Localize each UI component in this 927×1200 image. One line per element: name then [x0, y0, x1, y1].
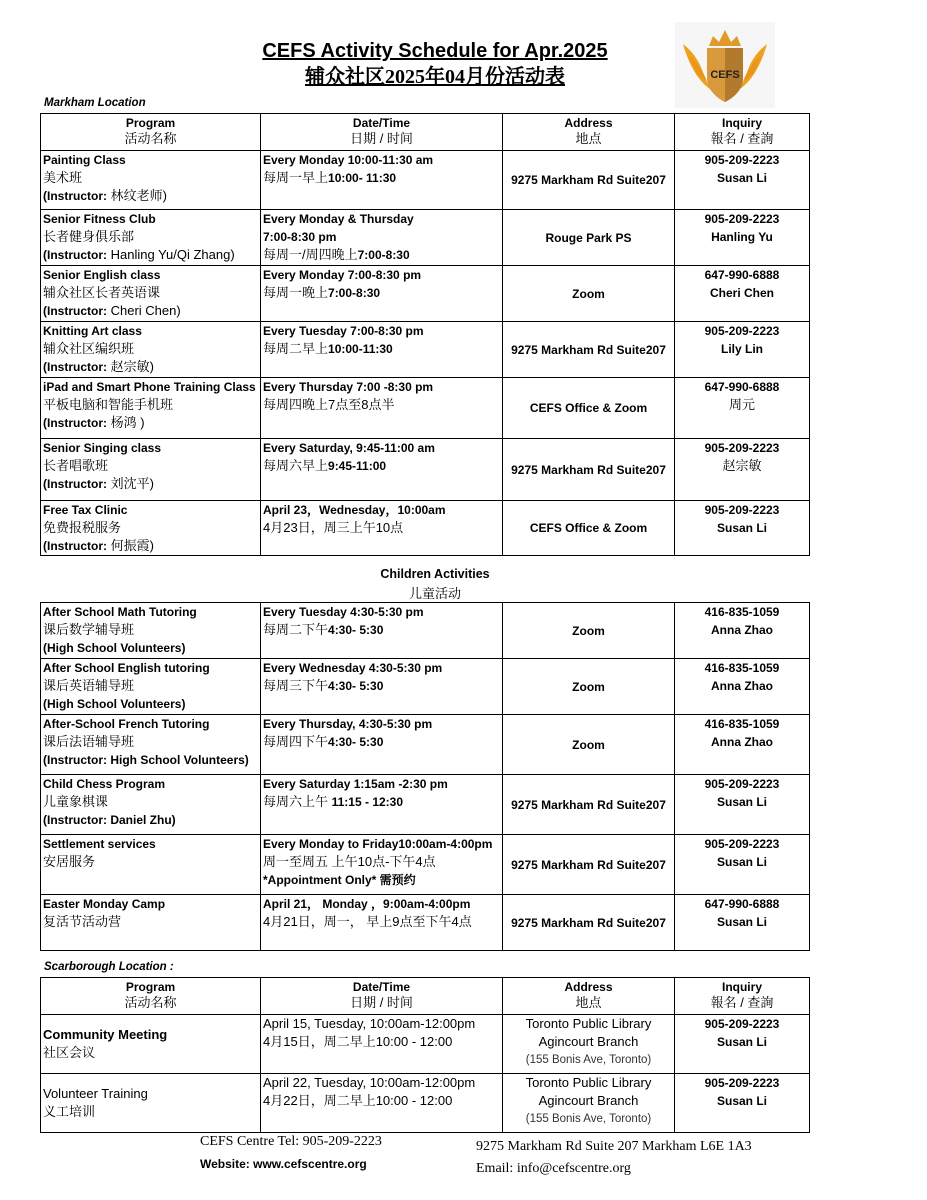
time-zh-hours: 10:00-11:30	[328, 342, 393, 356]
time-zh-text: 每周六早上	[263, 458, 329, 473]
datetime-cell	[261, 266, 503, 322]
time-zh	[263, 396, 500, 414]
footer-left	[200, 1131, 382, 1175]
address-cell: 9275 Markham Rd Suite207	[503, 775, 675, 835]
time-zh-text: 每周二下午	[263, 622, 329, 637]
inquiry-cell	[675, 603, 810, 659]
instructor	[43, 302, 258, 320]
program-name: Volunteer Training	[43, 1086, 148, 1101]
time-en: April 22, Tuesday, 10:00am-12:00pm	[263, 1075, 476, 1090]
program-name: Free Tax Clinic	[43, 503, 128, 517]
program-cell	[41, 210, 261, 266]
address-cell: Zoom	[503, 659, 675, 715]
time-en: April 15, Tuesday, 10:00am-12:00pm	[263, 1016, 476, 1031]
program-cell	[41, 151, 261, 210]
address-cell: Rouge Park PS	[503, 210, 675, 266]
footer-website[interactable]: Website: www.cefscentre.org	[200, 1157, 367, 1171]
program-name-zh: 美术班	[43, 170, 83, 185]
time-zh-text: 4月21日，周一， 早上9点至下午4点	[263, 914, 472, 929]
instructor-name: 杨鸿 )	[107, 415, 145, 430]
datetime-cell	[261, 151, 503, 210]
address-line-2: Agincourt Branch	[538, 1034, 639, 1049]
inquiry-contact: Susan Li	[716, 1035, 767, 1049]
datetime-cell	[261, 659, 503, 715]
table-row	[41, 439, 810, 501]
program-cell	[41, 378, 261, 439]
time-zh-text: 每周三下午	[263, 678, 329, 693]
time-zh	[263, 340, 500, 358]
instructor-label: (Instructor:	[43, 360, 107, 374]
instructor	[43, 414, 258, 432]
datetime-cell	[261, 501, 503, 556]
time-zh-hours: 9:45-11:00	[328, 459, 387, 473]
cefs-logo-icon	[675, 22, 775, 108]
datetime-cell	[261, 439, 503, 501]
instructor-label: (Instructor:	[43, 248, 107, 262]
time-zh: 4月22日，周二早上10:00 - 12:00	[263, 1093, 453, 1108]
program-cell	[41, 266, 261, 322]
instructor-name: 何振霞)	[107, 538, 154, 553]
title-block	[230, 38, 640, 90]
address-cell: 9275 Markham Rd Suite207	[503, 439, 675, 501]
address-line-3: (155 Bonis Ave, Toronto)	[525, 1054, 652, 1066]
address-line-1: Toronto Public Library	[525, 1075, 652, 1090]
table-row	[41, 1074, 810, 1133]
datetime-cell	[261, 1015, 503, 1074]
header-address: Address 地点	[503, 114, 675, 151]
table-row	[41, 1015, 810, 1074]
time-zh-text: 每周四晚上7点至8点半	[263, 397, 395, 412]
time-en: April 21， Monday ，9:00am-4:00pm	[263, 897, 471, 911]
program-cell	[41, 895, 261, 951]
address-line-2: Agincourt Branch	[538, 1093, 639, 1108]
inquiry-phone: 416-835-1059	[704, 605, 780, 619]
program-name: Child Chess Program	[43, 777, 166, 791]
scarborough-location-label: Scarborough Location :	[44, 961, 174, 973]
time-en: Every Thursday, 4:30-5:30 pm	[263, 717, 433, 731]
inquiry-phone: 905-209-2223	[704, 324, 780, 338]
program-name-zh: 长者健身俱乐部	[43, 229, 135, 244]
program-name: Settlement services	[43, 837, 156, 851]
program-cell	[41, 322, 261, 378]
footer-email[interactable]: Email: info@cefscentre.org	[476, 1161, 631, 1176]
inquiry-cell	[675, 659, 810, 715]
program-name: Senior Singing class	[43, 441, 162, 455]
time-en: Every Tuesday 7:00-8:30 pm	[263, 324, 424, 338]
instructor	[43, 246, 258, 264]
footer-tel: CEFS Centre Tel: 905-209-2223	[200, 1134, 382, 1149]
time-en: Every Monday 10:00-11:30 am	[263, 153, 434, 167]
inquiry-phone: 905-209-2223	[704, 441, 780, 455]
children-table	[40, 602, 810, 951]
table-row	[41, 266, 810, 322]
table-row	[41, 322, 810, 378]
inquiry-contact: Susan Li	[716, 795, 767, 809]
inquiry-cell	[675, 210, 810, 266]
program-name: After-School French Tutoring	[43, 717, 210, 731]
time-en: Every Monday 7:00-8:30 pm	[263, 268, 422, 282]
datetime-cell	[261, 378, 503, 439]
inquiry-phone: 905-209-2223	[704, 503, 780, 517]
inquiry-contact: Susan Li	[716, 171, 767, 185]
time-en: Every Wednesday 4:30-5:30 pm	[263, 661, 443, 675]
time-zh-text: 每周一/周四晚上	[263, 247, 358, 262]
header-program: Program 活动名称	[41, 114, 261, 151]
datetime-cell	[261, 715, 503, 775]
inquiry-contact: Hanling Yu	[711, 230, 773, 244]
address-cell: Zoom	[503, 603, 675, 659]
inquiry-contact: Susan Li	[716, 915, 767, 929]
program-name-zh: 课后英语辅导班	[43, 678, 135, 693]
inquiry-contact: Susan Li	[716, 855, 767, 869]
instructor-label: (Instructor:	[43, 539, 107, 553]
inquiry-phone: 647-990-6888	[704, 380, 780, 394]
program-note: (Instructor: High School Volunteers)	[43, 753, 249, 767]
address-cell	[503, 1015, 675, 1074]
program-cell	[41, 603, 261, 659]
time-zh-hours: 10:00- 11:30	[328, 171, 397, 185]
address-cell: CEFS Office & Zoom	[503, 501, 675, 556]
table-row	[41, 378, 810, 439]
address-line-1: Toronto Public Library	[525, 1016, 652, 1031]
table-row	[41, 715, 810, 775]
time-zh-text: 每周六上午	[263, 794, 332, 809]
table-row	[41, 775, 810, 835]
time-en: Every Thursday 7:00 -8:30 pm	[263, 380, 434, 394]
inquiry-phone: 416-835-1059	[704, 717, 780, 731]
inquiry-cell	[675, 715, 810, 775]
instructor-label: (Instructor:	[43, 416, 107, 430]
inquiry-phone: 905-209-2223	[704, 837, 780, 851]
program-name-zh: 复活节活动营	[43, 914, 122, 929]
inquiry-contact: Anna Zhao	[711, 679, 773, 693]
footer-address: 9275 Markham Rd Suite 207 Markham L6E 1A3	[476, 1139, 752, 1154]
time-zh-hours: 11:15 - 12:30	[331, 795, 404, 809]
instructor	[43, 187, 258, 205]
address-line-3: (155 Bonis Ave, Toronto)	[525, 1113, 652, 1125]
time-zh-text: 4月23日，周三上午10点	[263, 520, 404, 535]
time-zh	[263, 621, 500, 639]
program-name-zh: 课后数学辅导班	[43, 622, 135, 637]
program-note: (High School Volunteers)	[43, 641, 186, 655]
time-en: Every Saturday 1:15am -2:30 pm	[263, 777, 448, 791]
program-name-zh: 免费报税服务	[43, 520, 122, 535]
children-activities-heading	[330, 565, 540, 603]
time-zh	[263, 677, 500, 695]
program-name: Senior Fitness Club	[43, 212, 156, 226]
time-zh-text: 每周一早上	[263, 170, 329, 185]
inquiry-contact: Lily Lin	[721, 342, 763, 356]
table-row	[41, 603, 810, 659]
program-cell	[41, 1015, 261, 1074]
table-row	[41, 151, 810, 210]
table-row	[41, 895, 810, 951]
program-cell	[41, 1074, 261, 1133]
time-zh	[263, 169, 500, 187]
table-row	[41, 501, 810, 556]
datetime-cell	[261, 603, 503, 659]
program-cell	[41, 775, 261, 835]
program-name: Senior English class	[43, 268, 161, 282]
address-cell: 9275 Markham Rd Suite207	[503, 322, 675, 378]
markham-location-label: Markham Location	[44, 97, 146, 109]
instructor	[43, 537, 258, 555]
program-name-zh: 长者唱歌班	[43, 458, 109, 473]
time-zh	[263, 853, 500, 871]
program-name-zh: 课后法语辅导班	[43, 734, 135, 749]
time-en-2: 7:00-8:30 pm	[263, 230, 337, 244]
program-name: Easter Monday Camp	[43, 897, 166, 911]
inquiry-cell	[675, 501, 810, 556]
header-datetime: Date/Time 日期 / 时间	[261, 114, 503, 151]
inquiry-cell	[675, 835, 810, 895]
program-cell	[41, 501, 261, 556]
inquiry-phone: 647-990-6888	[704, 897, 780, 911]
instructor-label: (Instructor:	[43, 304, 107, 318]
time-zh-hours: 7:00-8:30	[328, 286, 381, 300]
time-en: Every Saturday, 9:45-11:00 am	[263, 441, 435, 455]
inquiry-contact: Susan Li	[716, 1094, 767, 1108]
datetime-cell	[261, 322, 503, 378]
program-name-zh: 辅众社区编织班	[43, 341, 135, 356]
datetime-cell	[261, 835, 503, 895]
address-cell: Zoom	[503, 715, 675, 775]
header-program: Program 活动名称	[41, 978, 261, 1015]
time-en: Every Monday to Friday10:00am-4:00pm	[263, 837, 493, 851]
address-cell: CEFS Office & Zoom	[503, 378, 675, 439]
time-zh	[263, 284, 500, 302]
time-zh-hours: 4:30- 5:30	[328, 623, 384, 637]
datetime-cell	[261, 775, 503, 835]
program-cell	[41, 835, 261, 895]
inquiry-phone: 905-209-2223	[704, 153, 780, 167]
page-title: CEFS Activity Schedule for Apr.2025	[262, 40, 608, 62]
table-row	[41, 659, 810, 715]
inquiry-cell	[675, 1015, 810, 1074]
time-en: April 23，Wednesday，10:00am	[263, 503, 446, 517]
program-name-zh: 社区会议	[43, 1045, 96, 1060]
page-title-zh: 辅众社区2025年04月份活动表	[305, 66, 565, 88]
address-cell	[503, 1074, 675, 1133]
instructor-label: (Instructor:	[43, 477, 107, 491]
table-row	[41, 210, 810, 266]
header-address: Address 地点	[503, 978, 675, 1015]
inquiry-phone: 416-835-1059	[704, 661, 780, 675]
inquiry-cell	[675, 151, 810, 210]
inquiry-cell	[675, 322, 810, 378]
program-note: (Instructor: Daniel Zhu)	[43, 813, 176, 827]
inquiry-contact: Anna Zhao	[711, 623, 773, 637]
program-cell	[41, 439, 261, 501]
program-name-zh: 义工培训	[43, 1104, 96, 1119]
inquiry-contact: Cheri Chen	[709, 286, 774, 300]
address-cell: 9275 Markham Rd Suite207	[503, 835, 675, 895]
time-zh	[263, 913, 500, 931]
program-note: (High School Volunteers)	[43, 697, 186, 711]
time-zh: 4月15日，周二早上10:00 - 12:00	[263, 1034, 453, 1049]
time-zh	[263, 246, 500, 264]
markham-table	[40, 113, 810, 556]
time-zh	[263, 457, 500, 475]
table-header-row	[41, 114, 810, 151]
inquiry-contact: Susan Li	[716, 521, 767, 535]
time-zh-text: 每周四下午	[263, 734, 329, 749]
program-name: After School English tutoring	[43, 661, 210, 675]
instructor-name: 刘沈平)	[107, 476, 154, 491]
inquiry-contact: Anna Zhao	[711, 735, 773, 749]
time-zh-hours: 4:30- 5:30	[328, 679, 384, 693]
time-zh-text: 每周一晚上	[263, 285, 329, 300]
scarborough-table	[40, 977, 810, 1133]
inquiry-cell	[675, 266, 810, 322]
time-zh	[263, 733, 500, 751]
program-name: Community Meeting	[43, 1027, 168, 1042]
inquiry-phone: 905-209-2223	[704, 212, 780, 226]
header-inquiry: Inquiry 報名 / 查詢	[675, 114, 810, 151]
program-name: iPad and Smart Phone Training Class	[43, 380, 256, 394]
address-cell: Zoom	[503, 266, 675, 322]
inquiry-contact: 周元	[728, 397, 755, 412]
program-name-zh: 儿童象棋课	[43, 794, 109, 809]
instructor	[43, 358, 258, 376]
program-name-zh: 平板电脑和智能手机班	[43, 397, 174, 412]
datetime-cell	[261, 210, 503, 266]
time-zh-hours: 7:00-8:30	[357, 248, 410, 262]
inquiry-phone: 905-209-2223	[704, 1017, 780, 1031]
instructor-name: 林纹老师)	[107, 188, 167, 203]
logo-text: CEFS	[710, 69, 740, 81]
inquiry-cell	[675, 895, 810, 951]
program-name: Knitting Art class	[43, 324, 142, 338]
appointment-note: *Appointment Only* 需预约	[263, 873, 416, 887]
inquiry-cell	[675, 378, 810, 439]
children-heading-zh: 儿童活动	[408, 586, 461, 601]
program-cell	[41, 715, 261, 775]
inquiry-contact: 赵宗敏	[722, 458, 762, 473]
footer-right	[476, 1136, 752, 1180]
address-cell: 9275 Markham Rd Suite207	[503, 151, 675, 210]
table-header-row	[41, 978, 810, 1015]
program-name: After School Math Tutoring	[43, 605, 197, 619]
program-name: Painting Class	[43, 153, 126, 167]
time-zh	[263, 519, 500, 537]
time-en: Every Monday & Thursday	[263, 212, 414, 226]
header-inquiry: Inquiry 報名 / 查詢	[675, 978, 810, 1015]
program-name-zh: 安居服务	[43, 854, 96, 869]
inquiry-phone: 905-209-2223	[704, 777, 780, 791]
datetime-cell	[261, 895, 503, 951]
time-zh	[263, 793, 500, 811]
inquiry-phone: 905-209-2223	[704, 1076, 780, 1090]
header-datetime: Date/Time 日期 / 时间	[261, 978, 503, 1015]
address-cell: 9275 Markham Rd Suite207	[503, 895, 675, 951]
inquiry-cell	[675, 1074, 810, 1133]
time-zh-hours: 4:30- 5:30	[328, 735, 384, 749]
program-name-zh: 辅众社区长者英语课	[43, 285, 161, 300]
time-zh-text: 每周二早上	[263, 341, 329, 356]
instructor-name: Hanling Yu/Qi Zhang)	[107, 247, 235, 262]
program-cell	[41, 659, 261, 715]
instructor	[43, 475, 258, 493]
children-heading-en: Children Activities	[380, 567, 490, 581]
instructor-name: 赵宗敏)	[107, 359, 154, 374]
instructor-label: (Instructor:	[43, 189, 107, 203]
inquiry-cell	[675, 775, 810, 835]
table-row	[41, 835, 810, 895]
instructor-name: Cheri Chen)	[107, 303, 181, 318]
inquiry-cell	[675, 439, 810, 501]
time-en: Every Tuesday 4:30-5:30 pm	[263, 605, 424, 619]
inquiry-phone: 647-990-6888	[704, 268, 780, 282]
time-zh-text: 周一至周五 上午10点-下午4点	[263, 854, 436, 869]
datetime-cell	[261, 1074, 503, 1133]
